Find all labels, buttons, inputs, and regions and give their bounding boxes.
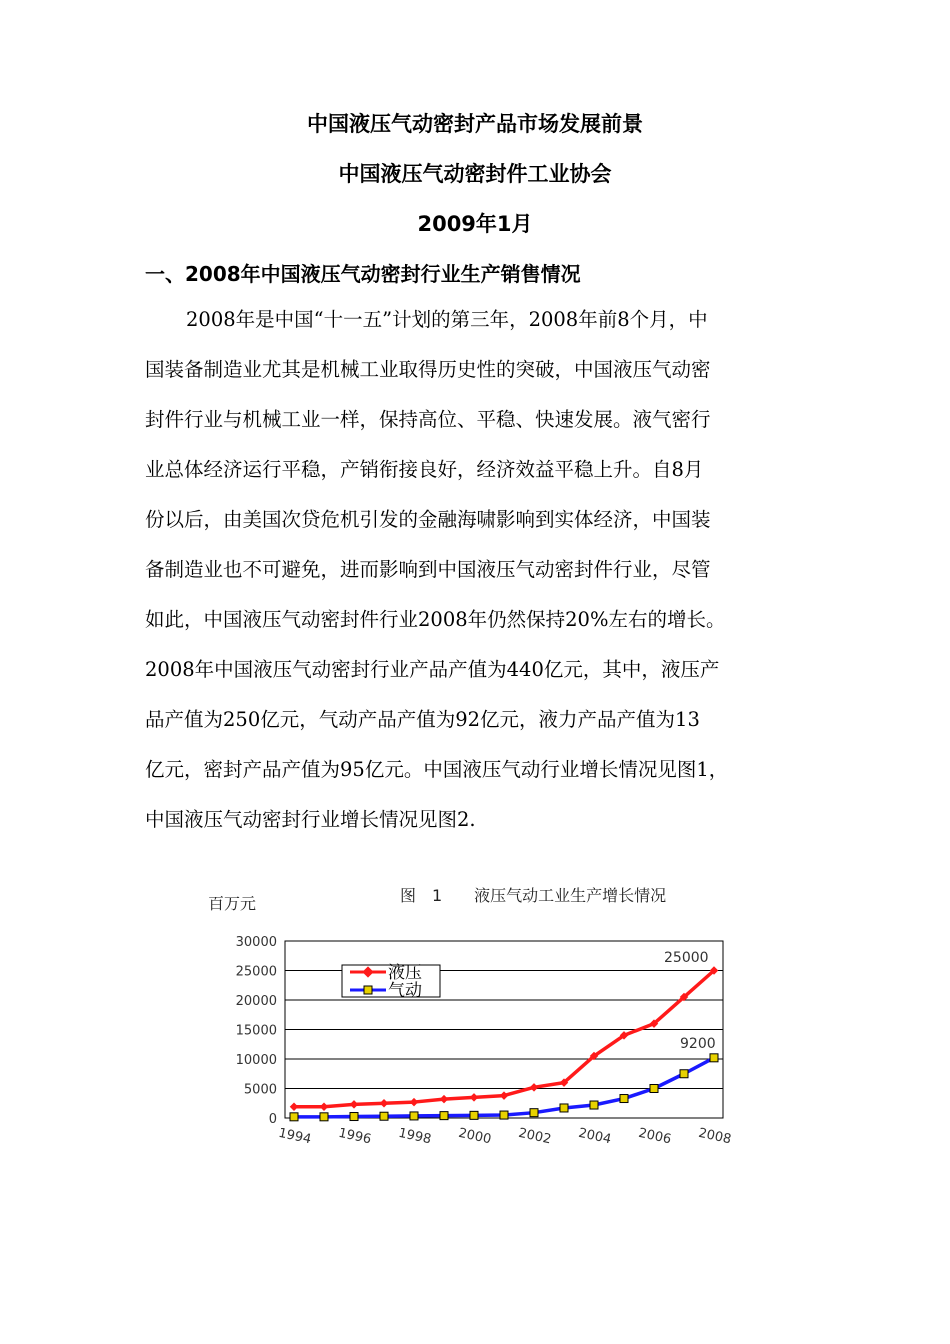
x-tick-label: 2006 bbox=[636, 1125, 673, 1148]
x-tick-label: 1994 bbox=[276, 1125, 313, 1148]
paragraph-line: 2008年是中国“十一五”计划的第三年，2008年前8个月，中 bbox=[186, 308, 708, 331]
y-axis-label: 百万元 bbox=[208, 894, 257, 913]
legend-marker-pneumatic bbox=[364, 986, 372, 994]
data-point-pneumatic bbox=[590, 1101, 598, 1109]
document-title: 中国液压气动密封产品市场发展前景 bbox=[307, 112, 643, 136]
legend-label-pneumatic: 气动 bbox=[388, 981, 422, 1001]
y-tick-label: 15000 bbox=[235, 1023, 277, 1039]
y-tick-label: 5000 bbox=[243, 1082, 277, 1098]
data-point-pneumatic bbox=[710, 1054, 718, 1062]
data-point-pneumatic bbox=[350, 1113, 358, 1121]
x-tick-label: 2004 bbox=[576, 1125, 613, 1148]
data-point-hydraulic bbox=[320, 1103, 328, 1111]
data-point-pneumatic bbox=[500, 1111, 508, 1119]
data-point-hydraulic bbox=[290, 1103, 298, 1111]
data-point-pneumatic bbox=[380, 1112, 388, 1120]
data-point-pneumatic bbox=[320, 1113, 328, 1121]
data-point-pneumatic bbox=[440, 1112, 448, 1120]
organization-name: 中国液压气动密封件工业协会 bbox=[338, 162, 612, 186]
annotation-hydraulic-2008: 25000 bbox=[664, 950, 709, 966]
paragraph-line: 品产值为250亿元，气动产品产值为92亿元，液力产品产值为13 bbox=[145, 708, 700, 731]
data-point-hydraulic bbox=[530, 1083, 538, 1091]
legend-label-hydraulic: 液压 bbox=[388, 963, 422, 983]
x-axis-ticks bbox=[277, 1126, 732, 1148]
paragraph-line: 2008年中国液压气动密封行业产品产值为440亿元，其中，液压产 bbox=[145, 658, 720, 681]
data-point-hydraulic bbox=[500, 1091, 508, 1099]
growth-line-chart bbox=[190, 875, 750, 1175]
section-heading: 一、2008年中国液压气动密封行业生产销售情况 bbox=[145, 262, 581, 286]
data-point-pneumatic bbox=[620, 1095, 628, 1103]
x-tick-label: 2002 bbox=[516, 1125, 553, 1148]
paragraph-line: 封件行业与机械工业一样，保持高位、平稳、快速发展。液气密行 bbox=[145, 408, 711, 431]
chart-legend bbox=[342, 963, 440, 1001]
y-axis-ticks bbox=[236, 935, 277, 1127]
data-point-pneumatic bbox=[530, 1109, 538, 1117]
y-tick-label: 10000 bbox=[235, 1053, 277, 1068]
paragraph-line: 中国液压气动密封行业增长情况见图2. bbox=[145, 808, 476, 831]
x-tick-label: 1998 bbox=[396, 1125, 433, 1148]
paragraph-line: 如此，中国液压气动密封件行业2008年仍然保持20%左右的增长。 bbox=[145, 608, 726, 631]
data-point-pneumatic bbox=[560, 1104, 568, 1112]
x-tick-label: 2000 bbox=[456, 1125, 493, 1148]
data-point-hydraulic bbox=[440, 1095, 448, 1103]
body-paragraph bbox=[145, 295, 825, 845]
x-tick-label: 2008 bbox=[696, 1125, 733, 1148]
chart-title: 图 1 液压气动工业生产增长情况 bbox=[400, 886, 667, 905]
paragraph-line: 备制造业也不可避免，进而影响到中国液压气动密封件行业，尽管 bbox=[145, 558, 711, 581]
y-tick-label: 20000 bbox=[235, 994, 277, 1009]
paragraph-line: 份以后，由美国次贷危机引发的金融海啸影响到实体经济，中国装 bbox=[145, 508, 711, 531]
annotation-pneumatic-2008: 9200 bbox=[680, 1036, 716, 1052]
x-tick-label: 1996 bbox=[336, 1125, 373, 1148]
y-tick-label: 0 bbox=[268, 1112, 277, 1127]
y-tick-label: 25000 bbox=[235, 964, 277, 980]
data-point-pneumatic bbox=[290, 1113, 298, 1121]
data-point-hydraulic bbox=[410, 1098, 418, 1106]
data-point-pneumatic bbox=[410, 1112, 418, 1120]
data-point-hydraulic bbox=[350, 1100, 358, 1108]
data-point-pneumatic bbox=[650, 1085, 658, 1093]
data-point-pneumatic bbox=[470, 1111, 478, 1119]
data-point-pneumatic bbox=[680, 1070, 688, 1078]
data-point-hydraulic bbox=[470, 1093, 478, 1101]
data-point-hydraulic bbox=[380, 1099, 388, 1107]
paragraph-line: 国装备制造业尤其是机械工业取得历史性的突破，中国液压气动密 bbox=[145, 358, 711, 381]
document-date: 2009年1月 bbox=[417, 212, 533, 236]
y-tick-label: 30000 bbox=[235, 935, 277, 950]
paragraph-line: 业总体经济运行平稳，产销衔接良好，经济效益平稳上升。自8月 bbox=[145, 458, 704, 481]
paragraph-line: 亿元，密封产品产值为95亿元。中国液压气动行业增长情况见图1， bbox=[145, 758, 729, 781]
